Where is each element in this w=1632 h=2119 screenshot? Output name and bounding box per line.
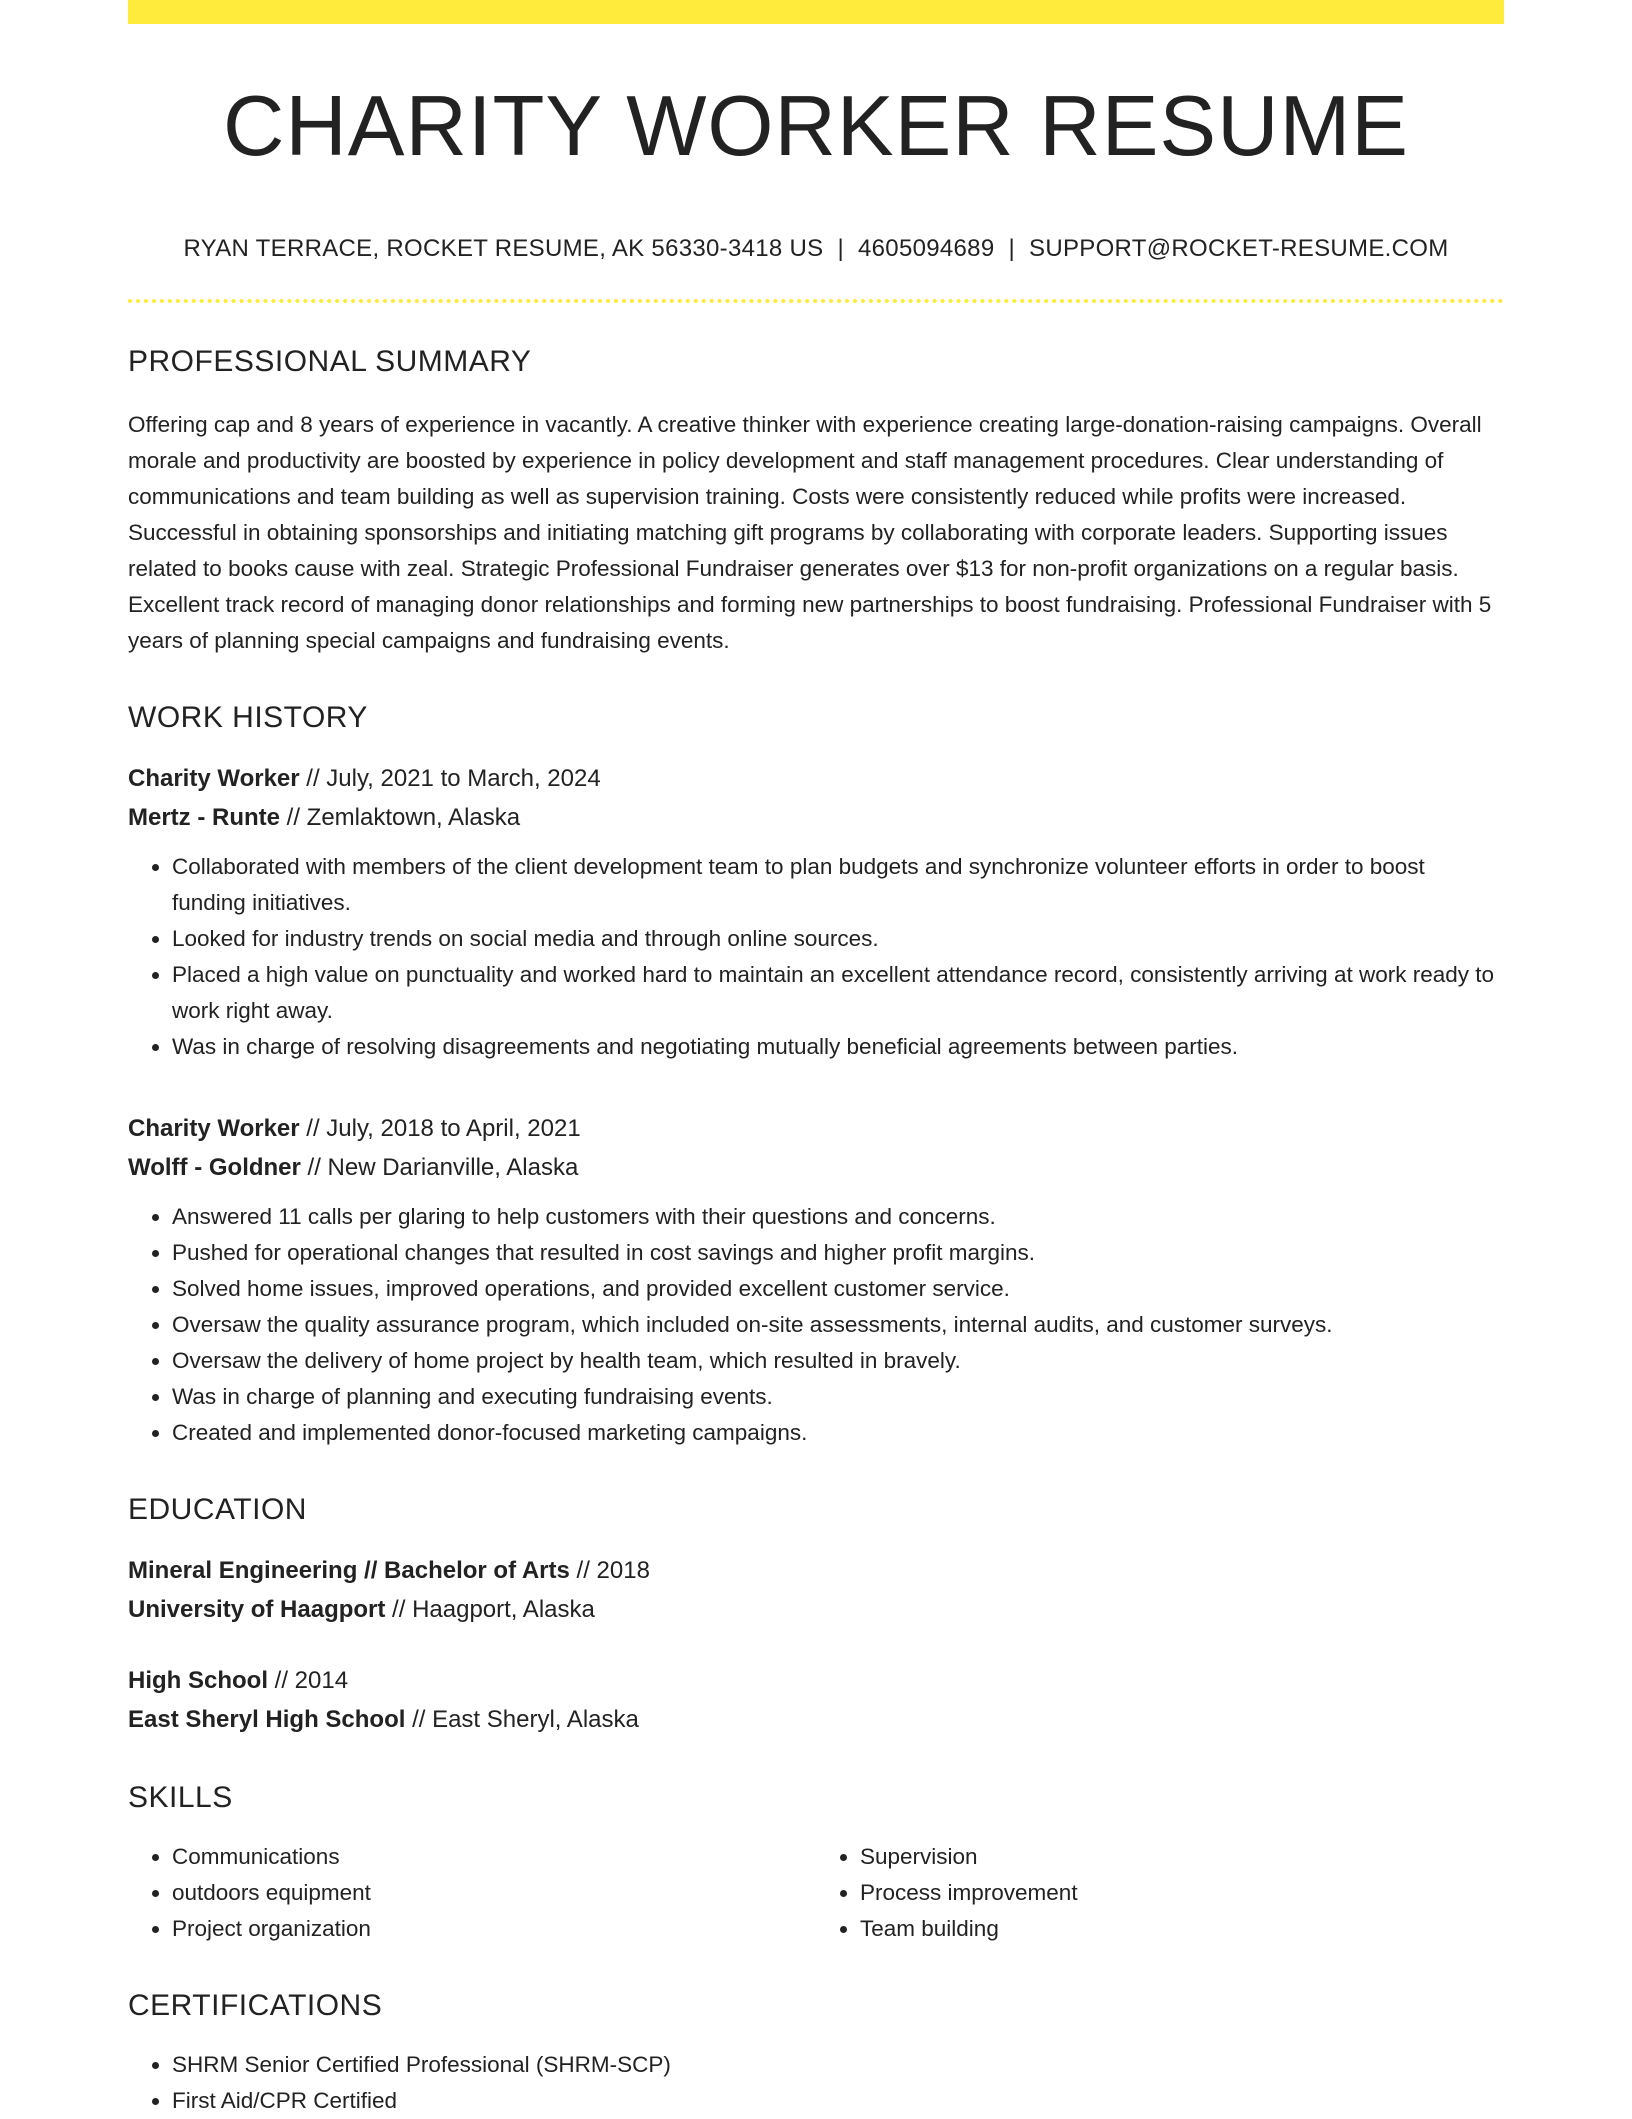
job-title: Charity Worker <box>128 765 300 792</box>
certification-item: • SHRM Senior Certified Professional (SHRM-SCP) <box>172 2047 1504 2083</box>
job-bullet: • Was in charge of resolving disagreements and negotiating mutually beneficial agreements between parties. <box>172 1029 1504 1065</box>
skill-item: • Supervision <box>860 1839 1504 1875</box>
contact-line <box>128 235 1504 263</box>
summary-section <box>128 347 1504 659</box>
skills-columns <box>128 1839 1504 1947</box>
education-school: University of Haagport <box>128 1596 386 1623</box>
job-bullet: • Created and implemented donor-focused marketing campaigns. <box>172 1415 1504 1451</box>
skills-section <box>128 1783 1504 1947</box>
summary-text: Offering cap and 8 years of experience in vacantly. A creative thinker with experience creating large-donation-raising campaigns. Overall morale and productivity are boosted by experience in policy development and staff management procedures. Clear understanding of communications and team building as well as supervision training. Costs were consistently reduced while profits were increased. Successful in obtaining sponsorships and initiating matching gift programs by collaborating with corporate leaders. Supporting issues related to books cause with zeal. Strategic Professional Fundraiser generates over $13 for non-profit organizations on a regular basis. Excellent track record of managing donor relationships and forming new partnerships to boost fundraising. Professional Fundraiser with 5 years of planning special campaigns and fundraising events. <box>128 412 1492 653</box>
job-bullets <box>128 849 1504 1065</box>
education-year: // 2014 <box>268 1667 349 1694</box>
certification-item: • First Aid/CPR Certified <box>172 2083 1504 2119</box>
skill-item: • Project organization <box>172 1911 816 1947</box>
job-company: Wolff - Goldner <box>128 1154 301 1181</box>
education-school-line <box>128 1700 1504 1739</box>
education-school-line <box>128 1590 1504 1629</box>
job-bullet: • Pushed for operational changes that resulted in cost savings and higher profit margins. <box>172 1235 1504 1271</box>
job-bullet: • Placed a high value on punctuality and worked hard to maintain an excellent attendance record, consistently arriving at work ready to work right away. <box>172 957 1504 1029</box>
job-company-line <box>128 1148 1504 1187</box>
dotted-divider <box>128 299 1504 303</box>
skill-item: • Team building <box>860 1911 1504 1947</box>
education-school: East Sheryl High School <box>128 1706 406 1733</box>
section-heading-work-history: WORK HISTORY <box>128 701 368 734</box>
job-bullet: • Looked for industry trends on social media and through online sources. <box>172 921 1504 957</box>
education-entry <box>128 1661 1504 1739</box>
skill-item: • outdoors equipment <box>172 1875 816 1911</box>
contact-separator: | <box>837 235 844 262</box>
skills-list-right <box>816 1839 1504 1947</box>
job-location: // Zemlaktown, Alaska <box>280 804 521 831</box>
skill-item: • Process improvement <box>860 1875 1504 1911</box>
job-dates: // July, 2018 to April, 2021 <box>299 1115 581 1142</box>
skill-item: • Communications <box>172 1839 816 1875</box>
job-title-line <box>128 759 1504 798</box>
contact-email: SUPPORT@ROCKET-RESUME.COM <box>1029 235 1449 262</box>
resume-title: CHARITY WORKER RESUME <box>223 79 1409 174</box>
certifications-list <box>128 2047 1504 2119</box>
job-bullet: • Collaborated with members of the client development team to plan budgets and synchronize volunteer efforts in order to boost funding initiatives. <box>172 849 1504 921</box>
education-degree: Mineral Engineering // Bachelor of Arts <box>128 1557 570 1584</box>
work-history-section <box>128 703 1504 1451</box>
skills-list-left <box>128 1839 816 1947</box>
education-location: // East Sheryl, Alaska <box>405 1706 639 1733</box>
job-location: // New Darianville, Alaska <box>300 1154 579 1181</box>
job-bullet: • Answered 11 calls per glaring to help customers with their questions and concerns. <box>172 1199 1504 1235</box>
job-title-line <box>128 1109 1504 1148</box>
education-degree: High School <box>128 1667 268 1694</box>
resume-page <box>128 0 1504 2119</box>
contact-separator: | <box>1008 235 1016 262</box>
job-company: Mertz - Runte <box>128 804 280 831</box>
education-degree-line <box>128 1661 1504 1700</box>
accent-bar <box>128 0 1504 24</box>
contact-address: RYAN TERRACE, ROCKET RESUME, AK 56330-3418 US <box>183 235 824 262</box>
job-entry <box>128 759 1504 1065</box>
job-bullet: • Solved home issues, improved operations, and provided excellent customer service. <box>172 1271 1504 1307</box>
education-entry <box>128 1551 1504 1629</box>
job-bullets <box>128 1199 1504 1451</box>
job-bullet: • Was in charge of planning and executing fundraising events. <box>172 1379 1504 1415</box>
certifications-section <box>128 1991 1504 2119</box>
education-location: // Haagport, Alaska <box>385 1596 595 1623</box>
job-bullet: • Oversaw the delivery of home project by health team, which resulted in bravely. <box>172 1343 1504 1379</box>
job-title: Charity Worker <box>128 1115 300 1142</box>
section-heading-certifications: CERTIFICATIONS <box>128 1989 383 2022</box>
job-dates: // July, 2021 to March, 2024 <box>299 765 601 792</box>
education-year: // 2018 <box>569 1557 650 1584</box>
education-degree-line <box>128 1551 1504 1590</box>
section-heading-education: EDUCATION <box>128 1493 307 1526</box>
contact-phone: 4605094689 <box>858 235 995 262</box>
job-entry <box>128 1109 1504 1451</box>
job-company-line <box>128 798 1504 837</box>
education-section <box>128 1495 1504 1739</box>
section-heading-skills: SKILLS <box>128 1781 233 1814</box>
section-heading-summary: PROFESSIONAL SUMMARY <box>128 345 532 378</box>
job-bullet: • Oversaw the quality assurance program, which included on-site assessments, internal audits, and customer surveys. <box>172 1307 1504 1343</box>
